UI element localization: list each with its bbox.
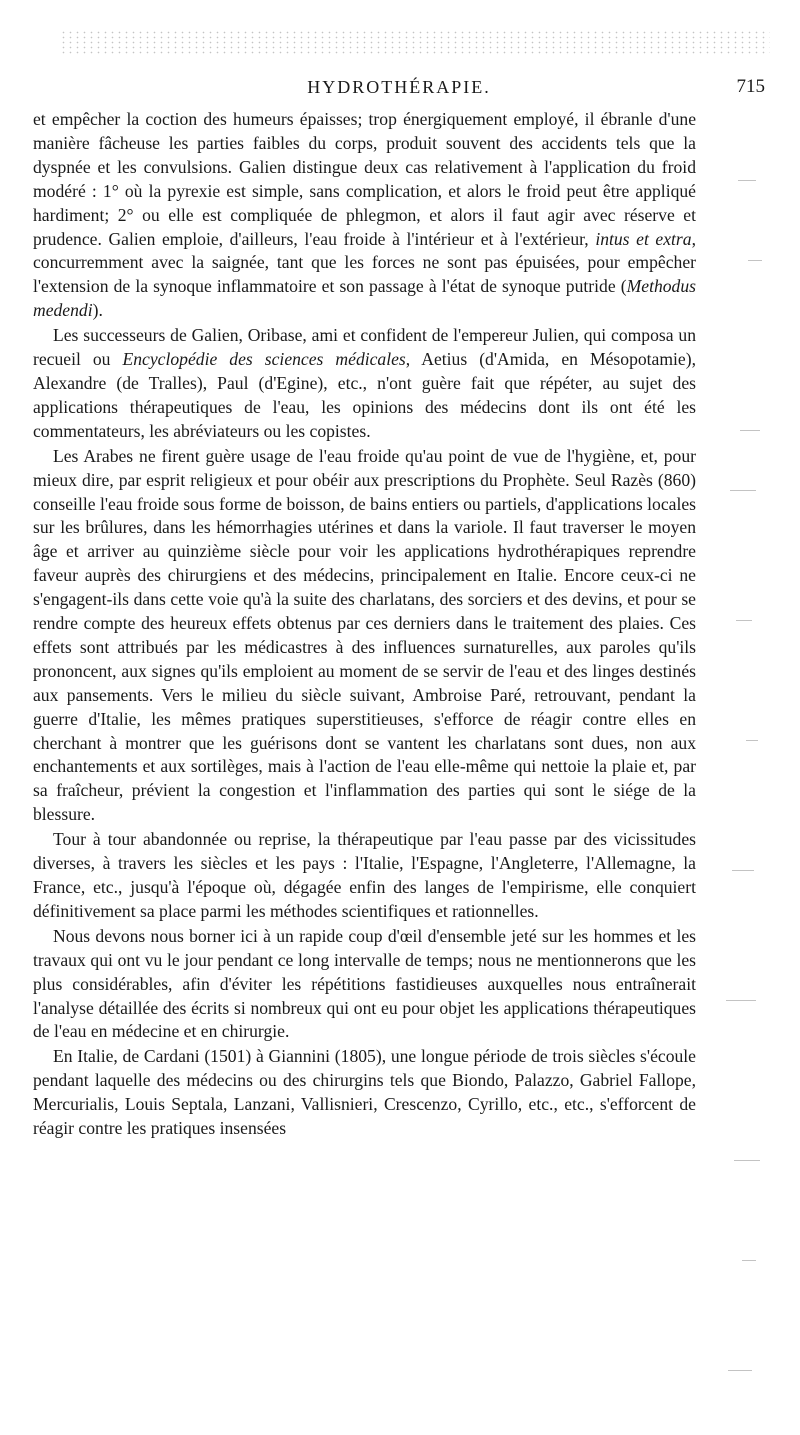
text-run: Les Arabes ne firent guère usage de l'eau froide qu'au point de vue de l'hygiène, et, pour mieux dire, par esprit religieux et pour obéir aux prescriptions du Prophète. Seul Razès (860) conseille l'eau froide sous forme de boisson, de bains entiers ou partiels, d'applications locales sur les brûlures, dans les hémorrhagies utérines et dans la variole. Il faut traverser le moyen âge et arriver au quinzième siècle pour voir les applications hydrothérapiques reprendre faveur auprès des chirurgiens et des médecins, principalement en Italie. Encore ceux-ci ne s'engagent-ils dans cette voie qu'à la suite des charlatans, des sorciers et des devins, et pour se rendre compte des heureux effets obtenus par ces derniers dans le traitement des plaies. Ces effets sont attribués par les médicastres à des influences surnaturelles, aux paroles qu'ils prononcent, aux signes qu'ils emploient au moment de se servir de l'eau et des linges destinés aux pansements. Vers le milieu du siècle suivant, Ambroise Paré, retrouvant, pendant la guerre d'Italie, les mêmes pratiques superstitieuses, s'efforce de réagir contre elles en cherchant à montrer que les guérisons dont se vantent les charlatans sont dues, non aux enchantements et aux sortilèges, mais à l'action de l'eau elle-même qui nettoie la plaie et, par sa fraîcheur, prévient la congestion et l'inflammation des parties qui sont le siége de la blessure. (33, 445, 696, 825)
body-text (33, 108, 696, 1141)
text-run: En Italie, de Cardani (1501) à Giannini (1805), une longue période de trois siècles s'écoule pendant laquelle des médecins ou des chirurgins tels que Biondo, Palazzo, Gabriel Fallope, Mercurialis, Louis Septala, Lanzani, Vallisnieri, Crescenzo, Cyrillo, etc., etc., s'efforcent de réagir contre les pratiques insensées (33, 1046, 696, 1139)
page-number: 715 (736, 76, 765, 97)
scan-noise (60, 30, 770, 54)
text-run: , concurremment avec la saignée, tant que les forces ne sont pas épuisées, pour empêcher l'extension de la synoque inflammatoire et son passage à l'état de synoque putride ( (33, 228, 696, 297)
text-run: et empêcher la coction des humeurs épaisses; trop énergiquement employé, il ébranle d'une manière fâcheuse les parties faibles du corps, produit souvent des accidents tels que la dyspnée et les convulsions. Galien distingue deux cas relativement à l'application du froid modéré : 1° où la pyrexie est simple, sans complication, et alors le froid peut être appliqué hardiment; 2° ou elle est compliquée de phlegmon, et alors il faut agir avec réserve et prudence. Galien emploie, d'ailleurs, l'eau froide à l'intérieur et à l'extérieur, (33, 109, 696, 249)
text-run: Nous devons nous borner ici à un rapide coup d'œil d'ensemble jeté sur les hommes et les travaux qui ont vu le jour pendant ce long intervalle de temps; nous ne mentionnerons que les plus considérables, afin d'éviter les répétitions fastidieuses auxquelles nous entraînerait l'analyse détaillée des écrits si nombreux qui ont eu pour objet les applications thérapeutiques de l'eau en médecine et en chirurgie. (33, 925, 696, 1042)
paragraph (33, 324, 696, 444)
paragraph (33, 445, 696, 828)
italic-text: intus et extra (595, 228, 692, 249)
paragraph (33, 828, 696, 924)
text-run: ). (92, 300, 103, 321)
italic-text: Encyclopédie des sciences médicales (122, 349, 406, 370)
text-run: Tour à tour abandonnée ou reprise, la thérapeutique par l'eau passe par des vicissitudes diverses, à travers les siècles et les pays : l'Italie, l'Espagne, l'Angleterre, l'Allemagne, la France, etc., jusqu'à l'époque où, dégagée enfin des langes de l'empirisme, elle conquiert définitivement sa place parmi les méthodes scientifiques et rationnelles. (33, 829, 696, 921)
text-run: , Aetius (d'Amida, en Mésopotamie), Alexandre (de Tralles), Paul (d'Egine), etc., n'ont guère fait que répéter, au sujet des applications thérapeutiques de l'eau, les opinions des médecins dont ils ont été les commentateurs, les abréviateurs ou les copistes. (33, 349, 696, 441)
running-title: HYDROTHÉRAPIE. (307, 77, 491, 97)
margin-scan-marks (718, 100, 778, 1400)
paragraph (33, 1045, 696, 1141)
paragraph (33, 108, 696, 323)
italic-text: Methodus medendi (33, 276, 696, 321)
page-header (33, 74, 765, 100)
text-run: Les successeurs de Galien, Oribase, ami et confident de l'empereur Julien, qui composa un recueil ou (33, 325, 696, 370)
paragraph (33, 925, 696, 1045)
